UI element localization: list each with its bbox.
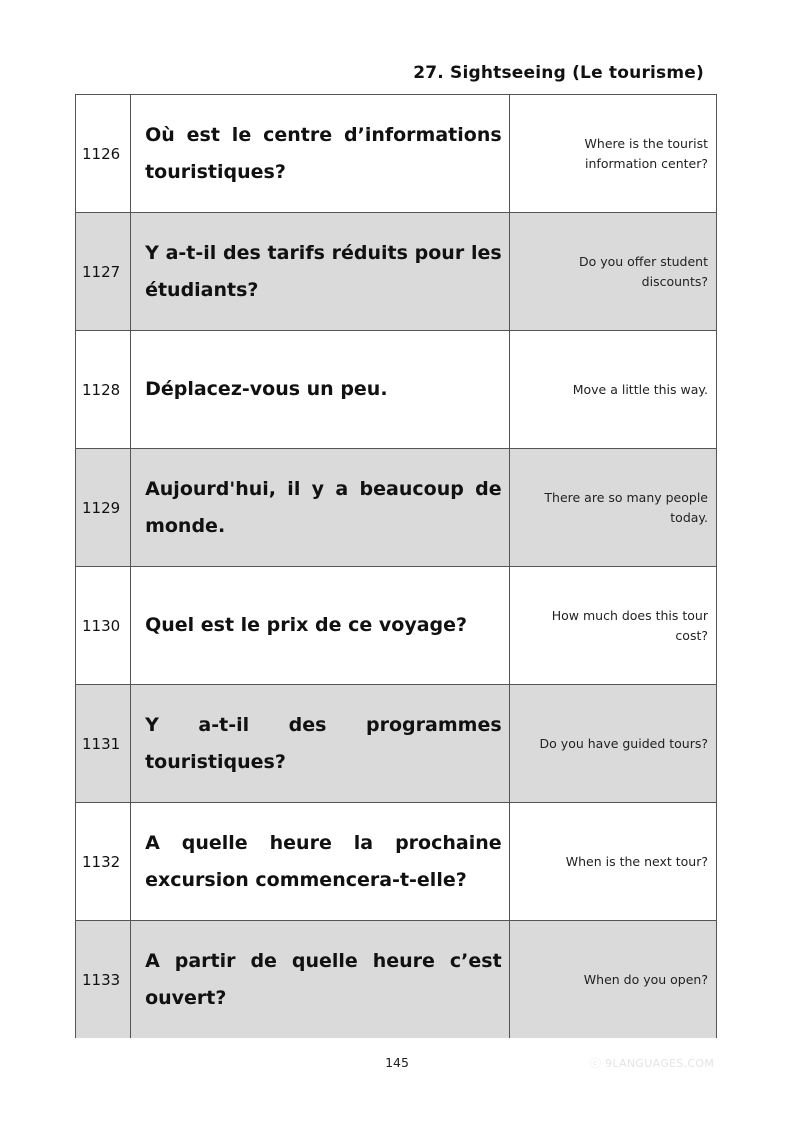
phrase-row	[76, 567, 717, 685]
english-translation: Do you have guided tours?	[509, 685, 716, 803]
french-phrase: Où est le centre d’informations touristiques?	[131, 95, 510, 213]
phrase-number: 1130	[76, 567, 131, 685]
english-translation: Move a little this way.	[509, 331, 716, 449]
french-phrase: Quel est le prix de ce voyage?	[131, 567, 510, 685]
french-phrase: Déplacez-vous un peu.	[131, 331, 510, 449]
watermark: ⓒ 9LANGUAGES.COM	[590, 1057, 715, 1070]
french-phrase: A quelle heure la prochaine excursion commencera-t-elle?	[131, 803, 510, 921]
phrase-number: 1131	[76, 685, 131, 803]
phrase-row	[76, 685, 717, 803]
phrase-row	[76, 95, 717, 213]
english-translation: Do you offer student discounts?	[509, 213, 716, 331]
english-translation: When is the next tour?	[509, 803, 716, 921]
phrase-number: 1132	[76, 803, 131, 921]
phrase-row	[76, 331, 717, 449]
phrase-number: 1129	[76, 449, 131, 567]
phrase-table	[75, 94, 717, 1038]
phrase-number: 1128	[76, 331, 131, 449]
phrase-number: 1126	[76, 95, 131, 213]
phrase-row	[76, 213, 717, 331]
phrase-row	[76, 449, 717, 567]
page-number: 145	[385, 1055, 409, 1070]
french-phrase: A partir de quelle heure c’est ouvert?	[131, 921, 510, 1039]
phrase-row	[76, 803, 717, 921]
french-phrase: Aujourd'hui, il y a beaucoup de monde.	[131, 449, 510, 567]
page-title: 27. Sightseeing (Le tourisme)	[413, 63, 704, 83]
french-phrase: Y a-t-il des programmes touristiques?	[131, 685, 510, 803]
english-translation: How much does this tour cost?	[509, 567, 716, 685]
english-translation: There are so many people today.	[509, 449, 716, 567]
phrase-row	[76, 921, 717, 1039]
english-translation: When do you open?	[509, 921, 716, 1039]
phrase-number: 1127	[76, 213, 131, 331]
phrase-number: 1133	[76, 921, 131, 1039]
english-translation: Where is the tourist information center?	[509, 95, 716, 213]
french-phrase: Y a-t-il des tarifs réduits pour les étudiants?	[131, 213, 510, 331]
